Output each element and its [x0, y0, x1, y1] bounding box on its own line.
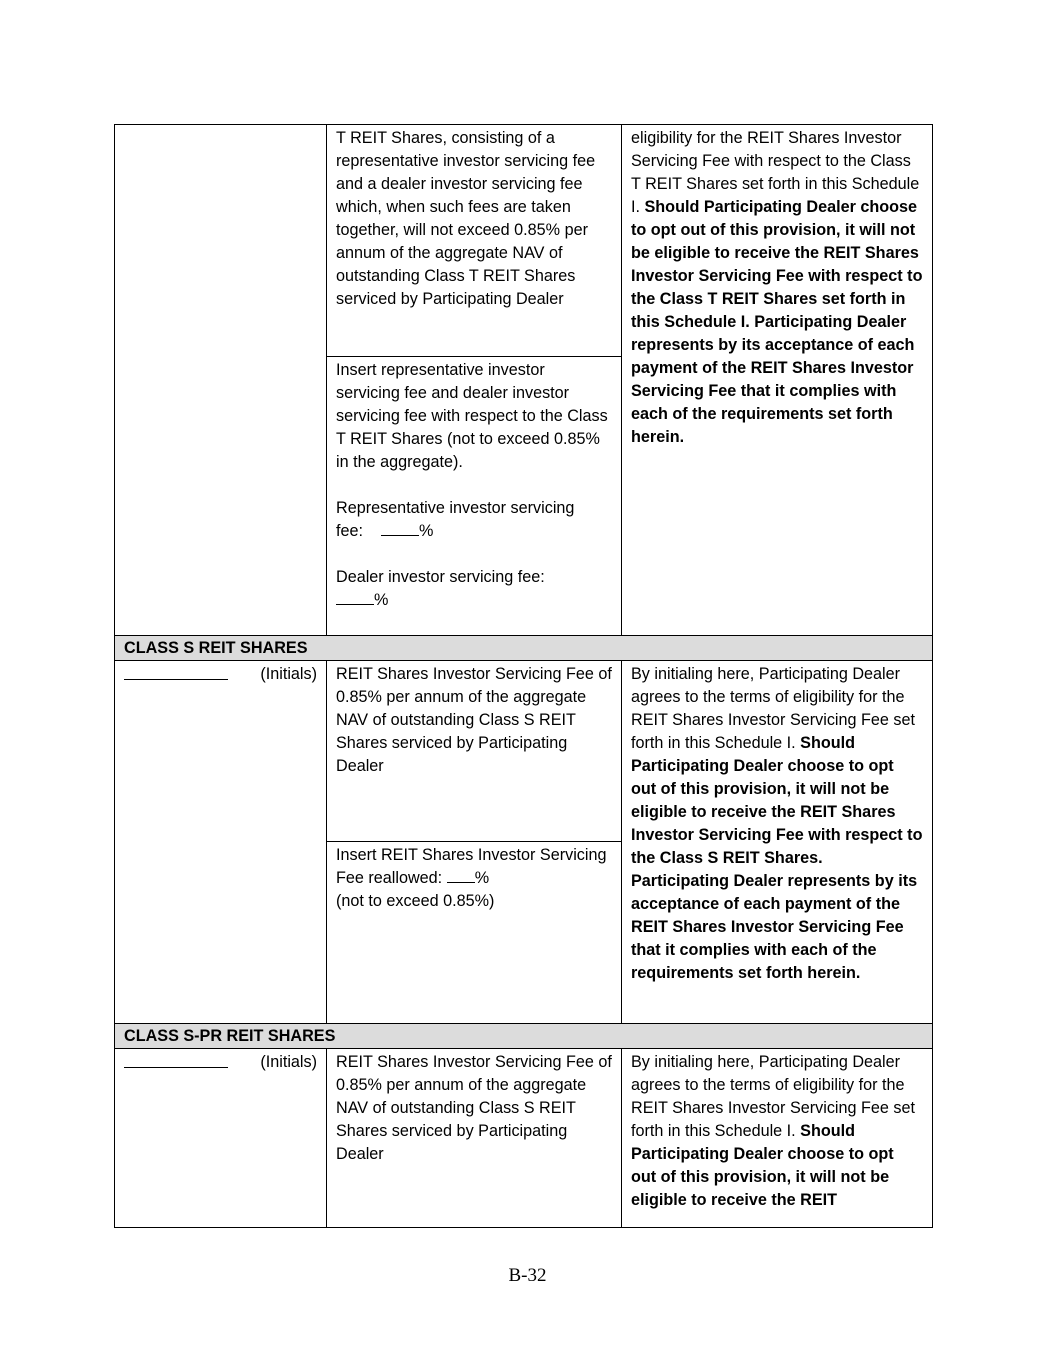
class-t-dealer-fee-pct: %: [374, 591, 389, 609]
class-s-pr-terms-regular: By initialing here, Participating Dealer agrees to the terms of eligibility for the REIT Shares Investor Servicing Fee set forth in this Schedule I.: [631, 1053, 916, 1140]
class-t-rep-fee-input[interactable]: [381, 520, 419, 536]
class-s-pr-fee-desc-cell: [327, 1049, 622, 1228]
class-t-rep-fee-label: Representative investor servicing fee:: [336, 499, 575, 540]
class-s-header: CLASS S REIT SHARES: [115, 636, 933, 661]
class-s-pr-terms-cell: [622, 1049, 933, 1228]
schedule-table: [114, 124, 933, 1228]
class-s-initials-input[interactable]: [124, 663, 228, 680]
class-s-initials-label: (Initials): [260, 665, 317, 683]
class-s-pr-initials-input[interactable]: [124, 1051, 228, 1068]
class-s-fee-input[interactable]: [447, 867, 475, 883]
class-s-terms-bold: Should Participating Dealer choose to opt out of this provision, it will not be eligible to receive the REIT Shares Investor Servicing Fee with respect to the Class S REIT Shares. Participating Dealer represents by its acceptance of each payment of the REIT Shares Investor Servicing Fee that it complies with each of the requirements set forth herein.: [631, 734, 923, 982]
class-s-insert-cell: [327, 842, 622, 1024]
class-t-dealer-fee-label: Dealer investor servicing fee:: [336, 568, 545, 586]
class-t-terms-regular: eligibility for the REIT Shares Investor Servicing Fee with respect to the Class T REIT Shares set forth in this Schedule I.: [631, 129, 920, 216]
class-t-insert-cell: [327, 357, 622, 636]
class-s-insert-line2: (not to exceed 0.85%): [336, 892, 495, 910]
class-s-terms-cell: [622, 661, 933, 1024]
class-s-terms-regular: By initialing here, Participating Dealer agrees to the terms of eligibility for the REIT Shares Investor Servicing Fee set forth in this Schedule I.: [631, 665, 916, 752]
class-s-fee-desc: REIT Shares Investor Servicing Fee of 0.85% per annum of the aggregate NAV of outstanding Class S REIT Shares serviced by Participating Dealer: [336, 665, 612, 775]
class-t-row-1: [115, 125, 933, 357]
class-t-fee-desc-cell: [327, 125, 622, 357]
class-t-insert-text: Insert representative investor servicing fee and dealer investor servicing fee with respect to the Class T REIT Shares (not to exceed 0.85% in the aggregate).: [336, 361, 608, 471]
class-t-initials-cell: [115, 125, 327, 636]
class-s-pr-terms-bold: Should Participating Dealer choose to opt out of this provision, it will not be eligible to receive the REIT: [631, 1122, 894, 1209]
class-s-pr-initials-cell: [115, 1049, 327, 1228]
class-s-pr-fee-desc: REIT Shares Investor Servicing Fee of 0.85% per annum of the aggregate NAV of outstanding Class S REIT Shares serviced by Participating Dealer: [336, 1053, 612, 1163]
class-s-fee-desc-cell: [327, 661, 622, 842]
class-s-pr-header-row: [115, 1024, 933, 1049]
class-s-pr-row: [115, 1049, 933, 1228]
class-t-dealer-fee-input[interactable]: [336, 589, 374, 605]
class-s-fee-pct: %: [474, 869, 490, 887]
class-t-terms-cell: [622, 125, 933, 636]
class-s-header-row: [115, 636, 933, 661]
class-t-fee-desc: T REIT Shares, consisting of a representative investor servicing fee and a dealer investor servicing fee which, when such fees are taken together, will not exceed 0.85% per annum of the aggregate NAV of outstanding Class T REIT Shares serviced by Participating Dealer: [336, 129, 596, 308]
class-s-insert-line1: Insert REIT Shares Investor Servicing Fee reallowed:: [336, 846, 607, 887]
class-t-rep-fee-pct: %: [419, 522, 434, 540]
class-s-initials-cell: [115, 661, 327, 1024]
class-t-terms-bold: Should Participating Dealer choose to opt out of this provision, it will not be eligible to receive the REIT Shares Investor Servicing Fee with respect to the Class T REIT Shares set forth in this Schedule I. Participating Dealer represents by its acceptance of each payment of the REIT Shares Investor Servicing Fee that it complies with each of the requirements set forth herein.: [631, 198, 923, 446]
class-s-pr-initials-label: (Initials): [260, 1053, 317, 1071]
class-s-pr-header: CLASS S-PR REIT SHARES: [115, 1024, 933, 1049]
class-s-row-1: [115, 661, 933, 842]
page-number: B-32: [508, 1265, 547, 1286]
